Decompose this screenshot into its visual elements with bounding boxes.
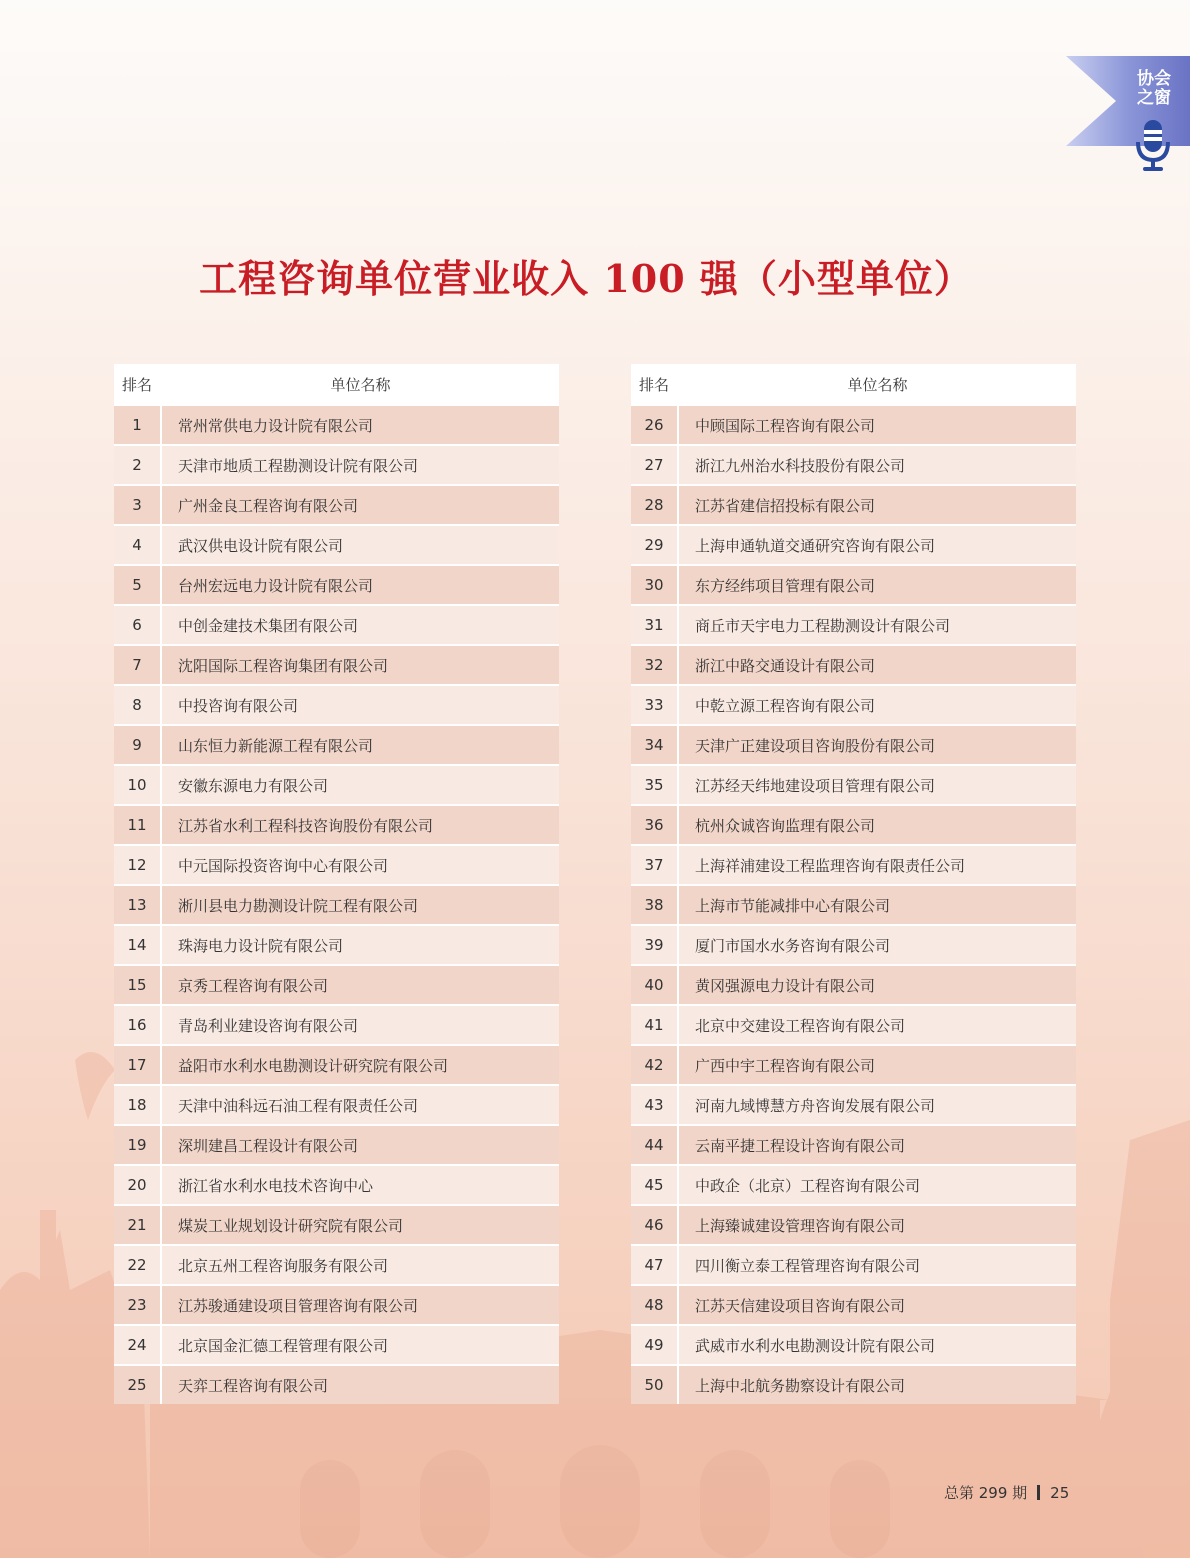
table-row xyxy=(631,1324,1076,1364)
rank-cell: 50 xyxy=(631,1364,679,1404)
rank-cell: 30 xyxy=(631,564,679,604)
company-name-cell: 厦门市国水水务咨询有限公司 xyxy=(679,924,1076,964)
company-name-cell: 杭州众诚咨询监理有限公司 xyxy=(679,804,1076,844)
table-row xyxy=(114,924,559,964)
table-row xyxy=(631,1244,1076,1284)
company-name-cell: 中创金建技术集团有限公司 xyxy=(162,604,559,644)
company-name-cell: 上海中北航务勘察设计有限公司 xyxy=(679,1364,1076,1404)
table-row xyxy=(114,1324,559,1364)
company-name-cell: 中元国际投资咨询中心有限公司 xyxy=(162,844,559,884)
rank-cell: 21 xyxy=(114,1204,162,1244)
table-row xyxy=(631,444,1076,484)
table-row xyxy=(114,524,559,564)
rank-cell: 39 xyxy=(631,924,679,964)
table-row xyxy=(114,1284,559,1324)
rank-cell: 40 xyxy=(631,964,679,1004)
table-row xyxy=(114,1204,559,1244)
rank-cell: 31 xyxy=(631,604,679,644)
rank-cell: 19 xyxy=(114,1124,162,1164)
table-row xyxy=(114,404,559,444)
header-name: 单位名称 xyxy=(162,364,559,404)
rank-cell: 15 xyxy=(114,964,162,1004)
rank-cell: 18 xyxy=(114,1084,162,1124)
company-name-cell: 天津市地质工程勘测设计院有限公司 xyxy=(162,444,559,484)
table-row xyxy=(114,684,559,724)
table-row xyxy=(114,1364,559,1404)
table-row xyxy=(114,484,559,524)
table-row xyxy=(631,404,1076,444)
microphone-icon xyxy=(1134,120,1172,172)
rank-cell: 9 xyxy=(114,724,162,764)
rank-cell: 41 xyxy=(631,1004,679,1044)
rank-cell: 8 xyxy=(114,684,162,724)
company-name-cell: 常州常供电力设计院有限公司 xyxy=(162,404,559,444)
rank-cell: 46 xyxy=(631,1204,679,1244)
rank-cell: 16 xyxy=(114,1004,162,1044)
rank-cell: 20 xyxy=(114,1164,162,1204)
table-row xyxy=(631,644,1076,684)
company-name-cell: 上海市节能减排中心有限公司 xyxy=(679,884,1076,924)
rank-cell: 24 xyxy=(114,1324,162,1364)
page-footer xyxy=(944,1482,1069,1503)
rank-cell: 49 xyxy=(631,1324,679,1364)
company-name-cell: 广州金良工程咨询有限公司 xyxy=(162,484,559,524)
table-row xyxy=(631,1164,1076,1204)
company-name-cell: 东方经纬项目管理有限公司 xyxy=(679,564,1076,604)
section-tab-line2: 之窗 xyxy=(1137,88,1171,108)
table-row xyxy=(114,564,559,604)
company-name-cell: 天津广正建设项目咨询股份有限公司 xyxy=(679,724,1076,764)
company-name-cell: 天弈工程咨询有限公司 xyxy=(162,1364,559,1404)
company-name-cell: 江苏骏通建设项目管理咨询有限公司 xyxy=(162,1284,559,1324)
company-name-cell: 京秀工程咨询有限公司 xyxy=(162,964,559,1004)
company-name-cell: 中投咨询有限公司 xyxy=(162,684,559,724)
table-row xyxy=(114,644,559,684)
table-row xyxy=(114,1244,559,1284)
company-name-cell: 四川衡立泰工程管理咨询有限公司 xyxy=(679,1244,1076,1284)
issue-number: 总第 299 期 xyxy=(944,1484,1028,1502)
company-name-cell: 上海申通轨道交通研究咨询有限公司 xyxy=(679,524,1076,564)
company-name-cell: 青岛利业建设咨询有限公司 xyxy=(162,1004,559,1044)
header-rank: 排名 xyxy=(114,364,162,404)
rank-cell: 12 xyxy=(114,844,162,884)
table-row xyxy=(114,724,559,764)
rank-cell: 32 xyxy=(631,644,679,684)
rank-cell: 14 xyxy=(114,924,162,964)
page-title: 工程咨询单位营业收入 100 强（小型单位） xyxy=(199,256,973,301)
footer-separator xyxy=(1037,1485,1040,1500)
table-row xyxy=(631,724,1076,764)
company-name-cell: 中顾国际工程咨询有限公司 xyxy=(679,404,1076,444)
company-name-cell: 煤炭工业规划设计研究院有限公司 xyxy=(162,1204,559,1244)
rank-cell: 29 xyxy=(631,524,679,564)
rank-cell: 4 xyxy=(114,524,162,564)
table-row xyxy=(114,1044,559,1084)
table-row xyxy=(114,804,559,844)
company-name-cell: 深圳建昌工程设计有限公司 xyxy=(162,1124,559,1164)
rank-cell: 35 xyxy=(631,764,679,804)
table-row xyxy=(114,884,559,924)
rank-cell: 38 xyxy=(631,884,679,924)
table-row xyxy=(114,1004,559,1044)
table-row xyxy=(114,964,559,1004)
rank-cell: 17 xyxy=(114,1044,162,1084)
company-name-cell: 江苏省水利工程科技咨询股份有限公司 xyxy=(162,804,559,844)
company-name-cell: 北京国金汇德工程管理有限公司 xyxy=(162,1324,559,1364)
table-row xyxy=(114,764,559,804)
page-number: 25 xyxy=(1050,1484,1070,1502)
rank-cell: 10 xyxy=(114,764,162,804)
company-name-cell: 商丘市天宇电力工程勘测设计有限公司 xyxy=(679,604,1076,644)
company-name-cell: 淅川县电力勘测设计院工程有限公司 xyxy=(162,884,559,924)
company-name-cell: 浙江中路交通设计有限公司 xyxy=(679,644,1076,684)
rank-cell: 2 xyxy=(114,444,162,484)
company-name-cell: 中政企（北京）工程咨询有限公司 xyxy=(679,1164,1076,1204)
rank-cell: 28 xyxy=(631,484,679,524)
table-row xyxy=(631,1124,1076,1164)
rank-cell: 6 xyxy=(114,604,162,644)
company-name-cell: 北京五州工程咨询服务有限公司 xyxy=(162,1244,559,1284)
rank-cell: 45 xyxy=(631,1164,679,1204)
table-row xyxy=(114,444,559,484)
company-name-cell: 台州宏远电力设计院有限公司 xyxy=(162,564,559,604)
table-row xyxy=(631,1364,1076,1404)
ranking-table-left xyxy=(114,364,559,1404)
table-row xyxy=(631,804,1076,844)
table-row xyxy=(631,684,1076,724)
company-name-cell: 浙江省水利水电技术咨询中心 xyxy=(162,1164,559,1204)
company-name-cell: 云南平捷工程设计咨询有限公司 xyxy=(679,1124,1076,1164)
company-name-cell: 江苏天信建设项目咨询有限公司 xyxy=(679,1284,1076,1324)
table-row xyxy=(631,924,1076,964)
table-row xyxy=(114,844,559,884)
table-row xyxy=(631,564,1076,604)
company-name-cell: 上海臻诚建设管理咨询有限公司 xyxy=(679,1204,1076,1244)
rank-cell: 36 xyxy=(631,804,679,844)
company-name-cell: 珠海电力设计院有限公司 xyxy=(162,924,559,964)
table-row xyxy=(114,604,559,644)
table-row xyxy=(114,1124,559,1164)
rank-cell: 48 xyxy=(631,1284,679,1324)
table-row xyxy=(631,1084,1076,1124)
table-row xyxy=(631,1004,1076,1044)
company-name-cell: 武汉供电设计院有限公司 xyxy=(162,524,559,564)
company-name-cell: 北京中交建设工程咨询有限公司 xyxy=(679,1004,1076,1044)
rank-cell: 3 xyxy=(114,484,162,524)
table-row xyxy=(631,964,1076,1004)
table-row xyxy=(631,1204,1076,1244)
rank-cell: 7 xyxy=(114,644,162,684)
rank-cell: 44 xyxy=(631,1124,679,1164)
rank-cell: 33 xyxy=(631,684,679,724)
rank-cell: 22 xyxy=(114,1244,162,1284)
rank-cell: 25 xyxy=(114,1364,162,1404)
rank-cell: 42 xyxy=(631,1044,679,1084)
table-row xyxy=(114,1164,559,1204)
company-name-cell: 广西中宇工程咨询有限公司 xyxy=(679,1044,1076,1084)
company-name-cell: 黄冈强源电力设计有限公司 xyxy=(679,964,1076,1004)
rank-cell: 47 xyxy=(631,1244,679,1284)
rank-cell: 5 xyxy=(114,564,162,604)
company-name-cell: 益阳市水利水电勘测设计研究院有限公司 xyxy=(162,1044,559,1084)
rank-cell: 43 xyxy=(631,1084,679,1124)
rank-cell: 26 xyxy=(631,404,679,444)
table-row xyxy=(631,604,1076,644)
section-tab-line1: 协会 xyxy=(1137,69,1171,89)
table-row xyxy=(631,484,1076,524)
company-name-cell: 山东恒力新能源工程有限公司 xyxy=(162,724,559,764)
section-tab-label xyxy=(1132,70,1176,108)
rank-cell: 13 xyxy=(114,884,162,924)
table-row xyxy=(631,524,1076,564)
table-row xyxy=(631,884,1076,924)
company-name-cell: 上海祥浦建设工程监理咨询有限责任公司 xyxy=(679,844,1076,884)
rank-cell: 1 xyxy=(114,404,162,444)
rank-cell: 23 xyxy=(114,1284,162,1324)
table-row xyxy=(631,844,1076,884)
rank-cell: 11 xyxy=(114,804,162,844)
company-name-cell: 天津中油科远石油工程有限责任公司 xyxy=(162,1084,559,1124)
table-row xyxy=(114,1084,559,1124)
ranking-table-right xyxy=(631,364,1076,1404)
table-row xyxy=(631,1044,1076,1084)
rank-cell: 27 xyxy=(631,444,679,484)
table-row xyxy=(631,764,1076,804)
header-name: 单位名称 xyxy=(679,364,1076,404)
rank-cell: 34 xyxy=(631,724,679,764)
company-name-cell: 中乾立源工程咨询有限公司 xyxy=(679,684,1076,724)
table-row xyxy=(631,1284,1076,1324)
company-name-cell: 河南九域博慧方舟咨询发展有限公司 xyxy=(679,1084,1076,1124)
company-name-cell: 武威市水利水电勘测设计院有限公司 xyxy=(679,1324,1076,1364)
company-name-cell: 浙江九州治水科技股份有限公司 xyxy=(679,444,1076,484)
header-rank: 排名 xyxy=(631,364,679,404)
rank-cell: 37 xyxy=(631,844,679,884)
company-name-cell: 安徽东源电力有限公司 xyxy=(162,764,559,804)
company-name-cell: 江苏省建信招投标有限公司 xyxy=(679,484,1076,524)
company-name-cell: 江苏经天纬地建设项目管理有限公司 xyxy=(679,764,1076,804)
company-name-cell: 沈阳国际工程咨询集团有限公司 xyxy=(162,644,559,684)
